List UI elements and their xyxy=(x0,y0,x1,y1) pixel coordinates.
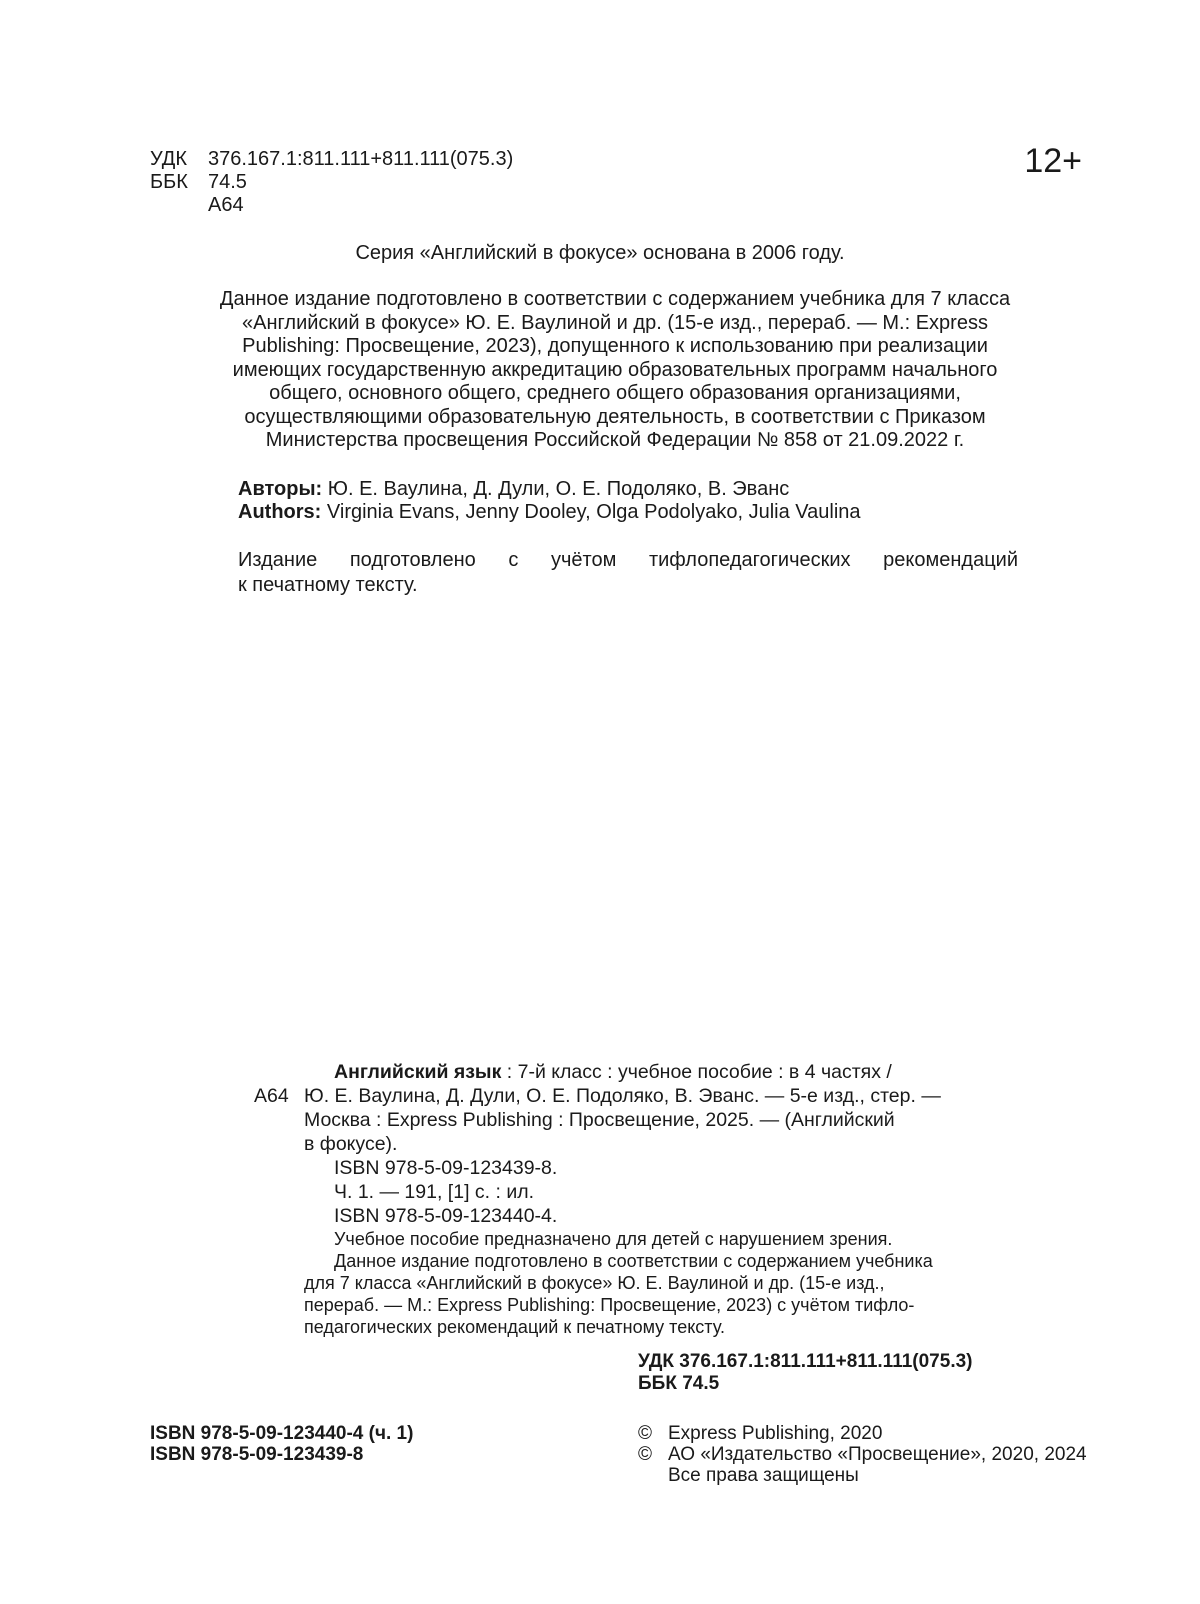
description-line: имеющих государственную аккредитацию образовательных программ начального xyxy=(232,358,998,381)
classification-codes xyxy=(150,148,513,217)
biblio-line2: Ю. Е. Ваулина, Д. Дули, О. Е. Подоляко, В. Эванс. — 5-е изд., стер. — xyxy=(304,1085,941,1107)
description-line: осуществляющими образовательную деятельность, в соответствии с Приказом xyxy=(244,405,986,428)
isbn-line: ISBN 978-5-09-123440-4 (ч. 1) xyxy=(150,1423,414,1444)
tiflo-line: к печатному тексту. xyxy=(238,574,418,596)
udk-value: 376.167.1:811.111+811.111(075.3) xyxy=(208,148,514,170)
age-rating: 12+ xyxy=(1024,142,1082,180)
isbn-line: ISBN 978-5-09-123439-8 xyxy=(150,1444,364,1465)
biblio-note2-line: Данное издание подготовлено в соответствии с содержанием учебника xyxy=(334,1251,933,1271)
biblio-note2-line: педагогических рекомендаций к печатному тексту. xyxy=(304,1317,725,1337)
edition-description xyxy=(150,288,1080,453)
description-line: «Английский в фокусе» Ю. Е. Ваулиной и др. (15-е изд., перераб. — М.: Express xyxy=(242,311,988,334)
biblio-line3: Москва : Express Publishing : Просвещение, 2025. — (Английский xyxy=(304,1109,895,1131)
rights-reserved: Все права защищены xyxy=(668,1465,859,1486)
bibliographic-record xyxy=(254,1060,1020,1338)
copyright-icon: © xyxy=(638,1444,652,1465)
copyright-line: АО «Издательство «Просвещение», 2020, 2024 xyxy=(668,1444,1087,1465)
biblio-line1: : 7-й класс : учебное пособие : в 4 частях / xyxy=(506,1061,892,1083)
authors-en-label: Authors: xyxy=(238,501,322,523)
copyright-block xyxy=(638,1423,1087,1486)
description-line: Министерства просвещения Российской Федерации № 858 от 21.09.2022 г. xyxy=(265,429,965,451)
biblio-title: Английский язык xyxy=(334,1061,502,1083)
description-line: Publishing: Просвещение, 2023), допущенного к использованию при реализации xyxy=(242,335,988,357)
authors-block xyxy=(238,478,861,524)
isbn-block xyxy=(150,1423,413,1465)
bottom-udk: УДК 376.167.1:811.111+811.111(075.3) xyxy=(638,1351,973,1372)
biblio-line4: в фокусе). xyxy=(304,1133,398,1155)
bbk-label: ББК xyxy=(150,171,188,193)
biblio-note2-line: перераб. — М.: Express Publishing: Просвещение, 2023) с учётом тифло- xyxy=(304,1295,915,1315)
bottom-codes xyxy=(638,1351,973,1395)
udk-label: УДК xyxy=(150,148,188,170)
copyright-line: Express Publishing, 2020 xyxy=(668,1423,883,1444)
description-line: Данное издание подготовлено в соответствии с содержанием учебника для 7 класса xyxy=(219,288,1011,310)
authors-en: Virginia Evans, Jenny Dooley, Olga Podolyako, Julia Vaulina xyxy=(326,501,861,523)
biblio-isbn-part: ISBN 978-5-09-123440-4. xyxy=(334,1205,558,1227)
biblio-isbn-full: ISBN 978-5-09-123439-8. xyxy=(334,1157,558,1179)
biblio-part: Ч. 1. — 191, [1] с. : ил. xyxy=(334,1181,535,1203)
biblio-note1: Учебное пособие предназначено для детей с нарушением зрения. xyxy=(334,1229,893,1249)
author-sign: А64 xyxy=(208,194,244,216)
biblio-note2-line: для 7 класса «Английский в фокусе» Ю. Е. Ваулиной и др. (15-е изд., xyxy=(304,1273,885,1293)
authors-ru: Ю. Е. Ваулина, Д. Дули, О. Е. Подоляко, В. Эванс xyxy=(327,478,790,500)
tiflo-line: Издание подготовлено с учётом тифлопедагогических рекомендаций xyxy=(238,549,1018,571)
series-note: Серия «Английский в фокусе» основана в 2006 году. xyxy=(355,242,845,264)
tiflo-note xyxy=(238,548,1018,598)
authors-ru-label: Авторы: xyxy=(238,478,323,500)
description-line: общего, основного общего, среднего общего образования организациями, xyxy=(269,382,961,404)
biblio-sign: А64 xyxy=(254,1085,289,1107)
bottom-bbk: ББК 74.5 xyxy=(638,1373,720,1394)
bbk-value: 74.5 xyxy=(208,171,247,193)
copyright-icon: © xyxy=(638,1423,652,1444)
